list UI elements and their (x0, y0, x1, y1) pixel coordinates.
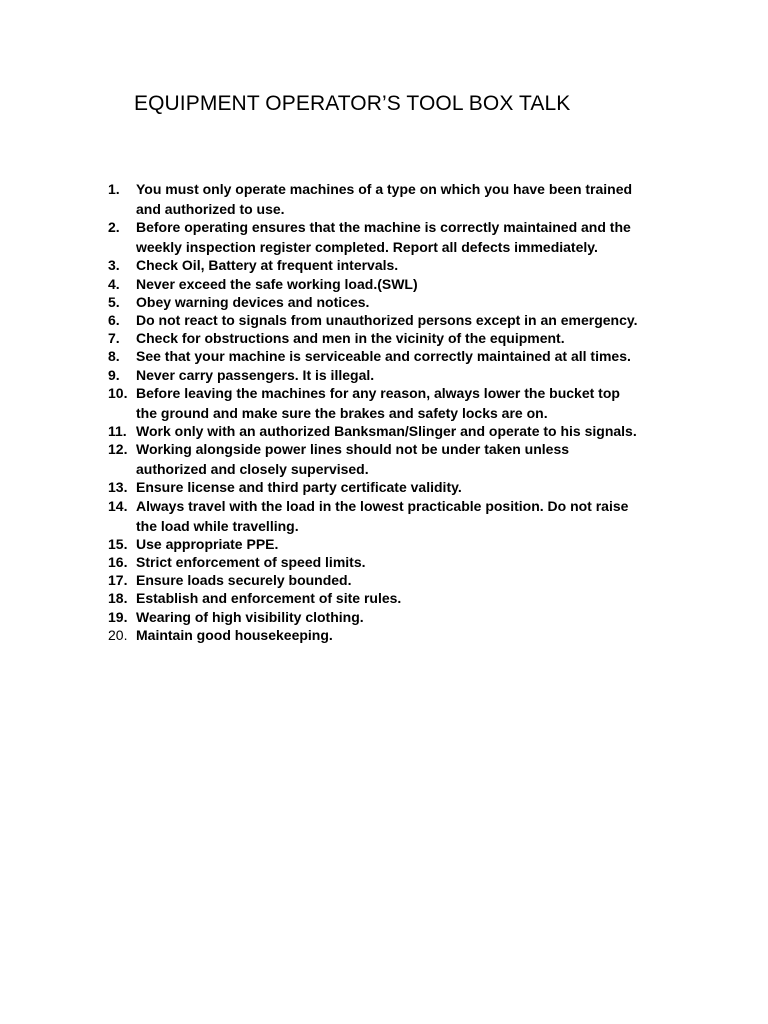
list-item-text (136, 329, 688, 347)
list-item-text (136, 478, 688, 496)
list-item-number: 8. (108, 348, 120, 365)
list-item-line: Use appropriate PPE. (136, 535, 279, 552)
list-item-line: Strict enforcement of speed limits. (136, 554, 366, 571)
list-item-line: the ground and make sure the brakes and safety locks are on. (136, 404, 548, 421)
list-item-number: 17. (108, 572, 128, 589)
list-item-text (136, 422, 688, 440)
list-item-line: See that your machine is serviceable and correctly maintained at all times. (136, 348, 631, 365)
list-item (108, 180, 688, 218)
list-item-line: Always travel with the load in the lowest practicable position. Do not raise (136, 497, 629, 514)
list-item-text (136, 293, 688, 311)
list-item (108, 366, 688, 384)
list-item-text (136, 535, 688, 553)
list-item-text (136, 608, 688, 626)
list-item-text (136, 366, 688, 384)
list-item-text (136, 626, 688, 644)
list-item-number: 1. (108, 181, 120, 197)
list-item-number: 6. (108, 312, 120, 329)
list-item-line: Check for obstructions and men in the vicinity of the equipment. (136, 330, 565, 347)
list-item-text (136, 589, 688, 607)
list-item-line: Check Oil, Battery at frequent intervals. (136, 257, 399, 274)
document-title: EQUIPMENT OPERATOR’S TOOL BOX TALK (134, 92, 571, 115)
list-item-number: 13. (108, 479, 128, 496)
list-item-number: 20. (108, 626, 128, 643)
list-item-line: Never carry passengers. It is illegal. (136, 366, 375, 383)
list-item-number: 10. (108, 384, 128, 401)
list-item (108, 478, 688, 496)
list-item-line: Working alongside power lines should not be under taken unless (136, 441, 570, 458)
list-item-line: Before operating ensures that the machine is correctly maintained and the (136, 219, 631, 236)
list-item (108, 347, 688, 365)
list-item-number: 14. (108, 497, 128, 514)
list-item (108, 329, 688, 347)
list-item (108, 535, 688, 553)
list-item-text (136, 256, 688, 274)
list-item-number: 19. (108, 608, 128, 625)
list-item-number: 16. (108, 554, 128, 571)
list-item (108, 311, 688, 329)
list-item (108, 440, 688, 478)
list-item-text (136, 347, 688, 365)
list-item (108, 589, 688, 607)
list-item (108, 553, 688, 571)
list-item-number: 9. (108, 366, 120, 383)
list-item-text (136, 571, 688, 589)
list-item-line: Work only with an authorized Banksman/Slinger and operate to his signals. (136, 423, 637, 440)
list-item-text (136, 384, 688, 422)
list-item (108, 218, 688, 256)
list-item-text (136, 440, 688, 478)
list-item-line: weekly inspection register completed. Report all defects immediately. (136, 239, 598, 256)
list-item (108, 626, 688, 644)
list-item (108, 497, 688, 535)
list-item-number: 5. (108, 293, 120, 310)
list-item-number: 7. (108, 330, 120, 347)
list-item-line: Establish and enforcement of site rules. (136, 590, 402, 607)
list-item-line: Maintain good housekeeping. (136, 626, 333, 643)
list-item-text (136, 497, 688, 535)
list-item (108, 293, 688, 311)
list-item-text (136, 275, 688, 293)
list-item-line: You must only operate machines of a type on which you have been trained (136, 181, 633, 197)
list-item-line: Obey warning devices and notices. (136, 293, 370, 310)
list-item-line: Before leaving the machines for any reason, always lower the bucket top (136, 384, 620, 401)
list-item (108, 256, 688, 274)
list-item (108, 384, 688, 422)
list-item-line: the load while travelling. (136, 517, 299, 534)
list-item-number: 4. (108, 275, 120, 292)
safety-rules-list (108, 180, 688, 644)
list-item (108, 275, 688, 293)
list-item-line: Wearing of high visibility clothing. (136, 608, 364, 625)
list-item-line: Never exceed the safe working load.(SWL) (136, 275, 418, 292)
list-item-line: authorized and closely supervised. (136, 461, 369, 478)
list-item (108, 608, 688, 626)
list-item-number: 3. (108, 257, 120, 274)
list-item-text (136, 180, 688, 218)
list-item-text (136, 218, 688, 256)
list-item-line: Ensure loads securely bounded. (136, 572, 352, 589)
list-item (108, 422, 688, 440)
list-item-line: and authorized to use. (136, 201, 285, 217)
list-item-number: 15. (108, 535, 128, 552)
list-item-number: 2. (108, 219, 120, 236)
list-item-line: Do not react to signals from unauthorized persons except in an emergency. (136, 312, 638, 329)
list-item-number: 11. (108, 423, 127, 440)
list-item-text (136, 553, 688, 571)
list-item-number: 12. (108, 441, 128, 458)
list-item-number: 18. (108, 590, 128, 607)
list-item (108, 571, 688, 589)
list-item-line: Ensure license and third party certificate validity. (136, 479, 462, 496)
list-item-text (136, 311, 688, 329)
